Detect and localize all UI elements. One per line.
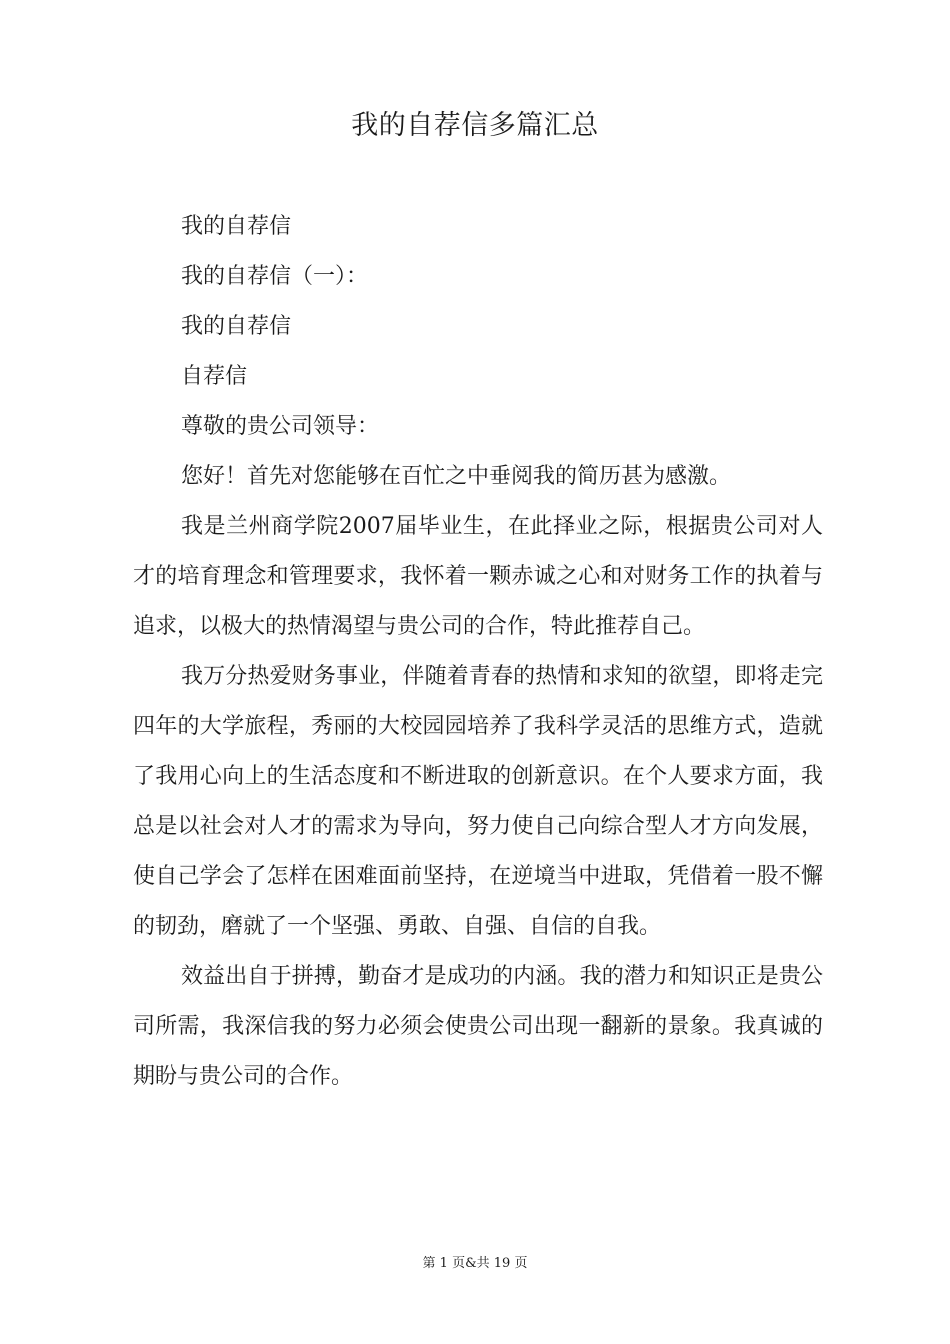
body-paragraph-2: 我万分热爱财务事业，伴随着青春的热情和求知的欲望，即将走完四年的大学旅程，秀丽的大校园园培养了我科学灵活的思维方式，造就了我用心向上的生活态度和不断进取的创新意识。在个人要求方面，我总是以社会对人才的需求为导向，努力使自己向综合型人才方向发展，使自己学会了怎样在困难面前坚持，在逆境当中进取，凭借着一股不懈的韧劲，磨就了一个坚强、勇敢、自强、自信的自我。 xyxy=(133,664,823,939)
body-paragraph-3: 效益出自于拼搏，勤奋才是成功的内涵。我的潜力和知识正是贵公司所需，我深信我的努力必须会使贵公司出现一翻新的景象。我真诚的期盼与贵公司的合作。 xyxy=(133,964,823,1089)
document-body xyxy=(133,202,823,1102)
body-paragraph-1: 我是兰州商学院2007届毕业生，在此择业之际，根据贵公司对人才的培育理念和管理要求，我怀着一颗赤诚之心和对财务工作的执着与追求，以极大的热情渴望与贵公司的合作，特此推荐自己。 xyxy=(133,514,823,639)
paragraph-heading-2: 我的自荐信（一）： xyxy=(181,264,369,289)
paragraph-heading-4: 自荐信 xyxy=(181,364,248,389)
salutation: 尊敬的贵公司领导： xyxy=(181,414,380,439)
paragraph-heading-3: 我的自荐信 xyxy=(181,314,292,339)
document-title: 我的自荐信多篇汇总 xyxy=(351,110,599,141)
page-footer: 第 1 页&共 19 页 xyxy=(422,1256,528,1271)
greeting-paragraph: 您好！首先对您能够在百忙之中垂阅我的简历甚为感激。 xyxy=(181,464,732,489)
paragraph-heading-1: 我的自荐信 xyxy=(181,214,292,239)
